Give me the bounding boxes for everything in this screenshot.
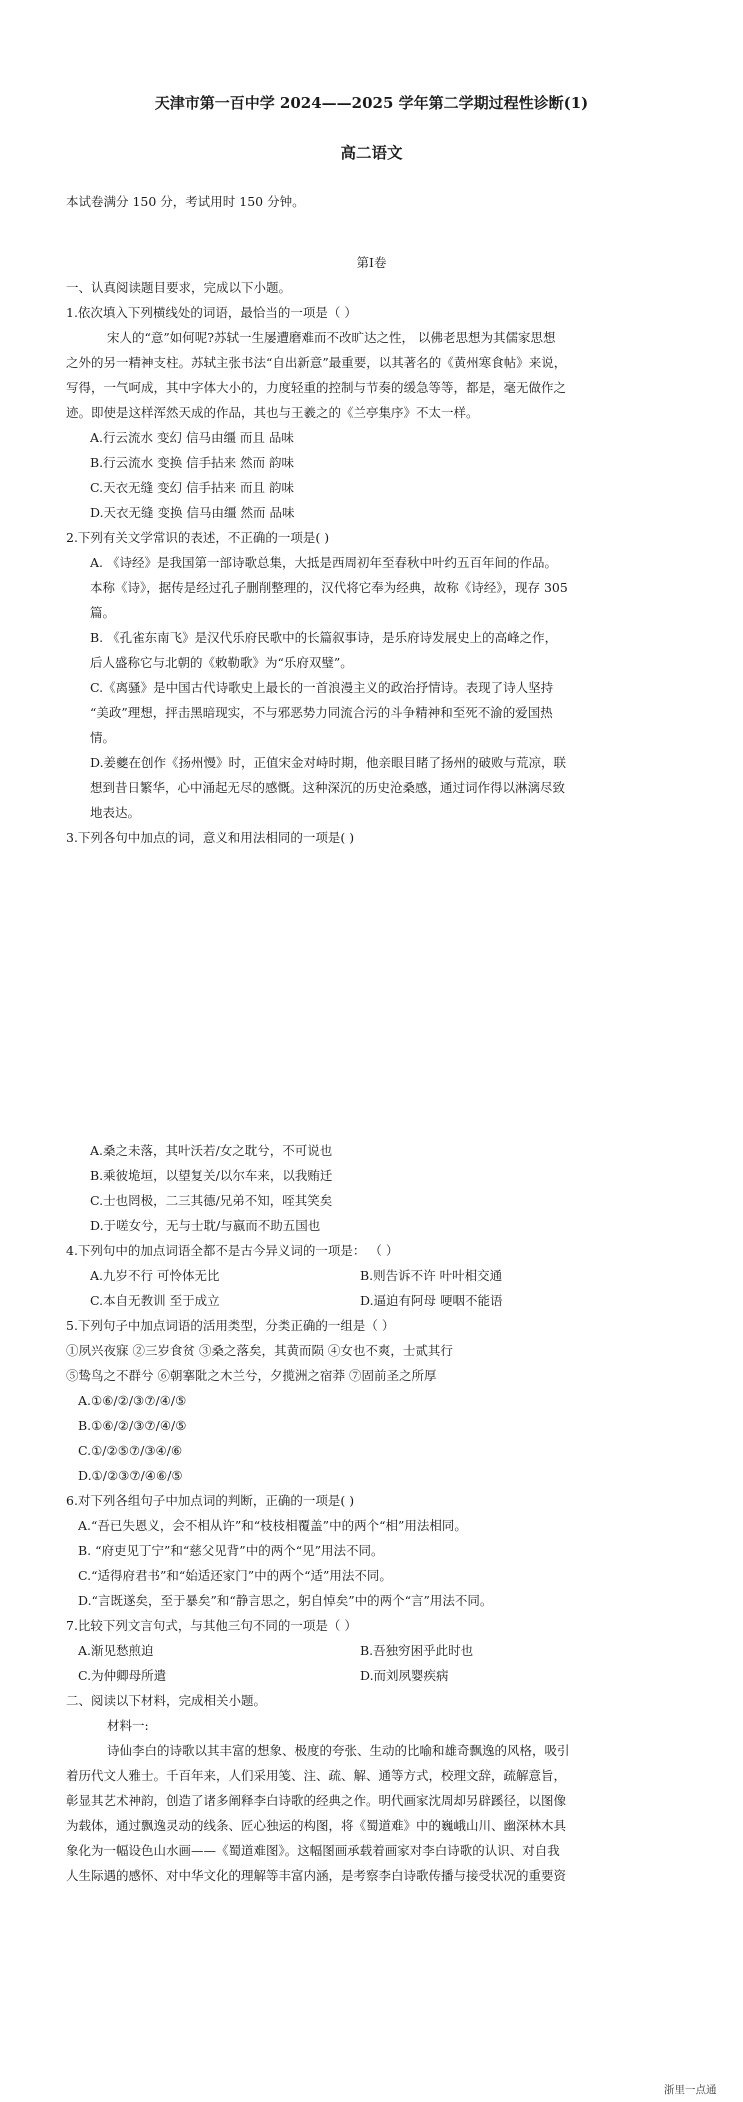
q2-line: 后人盛称它与北朝的《敕勒歌》为“乐府双璧”。 bbox=[90, 655, 353, 670]
q1-passage-line: 迹。即使是这样浑然天成的作品，其也与王羲之的《兰亭集序》不太一样。 bbox=[66, 405, 479, 420]
q6-option-a: A.“吾已失恩义，会不相从许”和“枝枝相覆盖”中的两个“相”用法相同。 bbox=[78, 1518, 467, 1533]
q4-option-c: C.本自无教训 至于成立 bbox=[90, 1293, 220, 1308]
q5-stem: 5.下列句子中加点词语的活用类型，分类正确的一组是（ ） bbox=[66, 1318, 395, 1333]
q5-option-b: B.①⑥/②/③⑦/④/⑤ bbox=[78, 1418, 187, 1433]
section1-heading: 一、认真阅读题目要求，完成以下小题。 bbox=[66, 280, 292, 295]
q3-option-c: C.士也罔极，二三其德/兄弟不知，咥其笑矣 bbox=[90, 1193, 333, 1208]
q2-line: “美政”理想，抨击黑暗现实，不与邪恶势力同流合污的斗争精神和至死不渝的爱国热 bbox=[90, 705, 553, 720]
q1-passage-line: 写得，一气呵成，其中字体大小的，力度轻重的控制与节奏的缓急等等，都是，毫无做作之 bbox=[66, 380, 567, 395]
material-label: 材料一: bbox=[107, 1718, 149, 1733]
watermark: 浙里一点通 bbox=[664, 2084, 717, 2096]
q1-option-b: B.行云流水 变换 信手拈来 然而 韵味 bbox=[90, 455, 295, 470]
q6-stem: 6.对下列各组句子中加点词的判断，正确的一项是( ) bbox=[66, 1493, 355, 1508]
q2-line: A. 《诗经》是我国第一部诗歌总集，大抵是西周初年至春秋中叶约五百年间的作品。 bbox=[90, 555, 557, 570]
q6-option-d: D.“言既遂矣，至于暴矣”和“静言思之，躬自悼矣”中的两个“言”用法不同。 bbox=[78, 1593, 493, 1608]
q1-passage-line: 之外的另一精神支柱。苏轼主张书法“自出新意”最重要，以其著名的《黄州寒食帖》来说， bbox=[66, 355, 567, 370]
q3-stem: 3.下列各句中加点的词，意义和用法相同的一项是( ) bbox=[66, 830, 355, 845]
material-passage-line: 为载体，通过飘逸灵动的线条、匠心独运的构图，将《蜀道难》中的巍峨山川、幽深林木具 bbox=[66, 1818, 567, 1833]
material-passage-line: 人生际遇的感怀、对中华文化的理解等丰富内涵，是考察李白诗歌传播与接受状况的重要资 bbox=[66, 1868, 567, 1883]
q5-option-c: C.①/②⑤⑦/③④/⑥ bbox=[78, 1443, 183, 1458]
q3-option-b: B.乘彼垝垣，以望复关/以尔车来，以我贿迁 bbox=[90, 1168, 333, 1183]
q7-option-a: A.渐见愁煎迫 bbox=[78, 1643, 154, 1658]
material-passage-line: 象化为一幅设色山水画——《蜀道难图》。这幅图画承载着画家对李白诗歌的认识、对自我 bbox=[66, 1843, 560, 1858]
q1-option-a: A.行云流水 变幻 信马由缰 而且 品味 bbox=[90, 430, 294, 445]
q1-option-c: C.天衣无缝 变幻 信手拈来 而且 韵味 bbox=[90, 480, 294, 495]
q5-items-line: ①夙兴夜寐 ②三岁食贫 ③桑之落矣，其黄而陨 ④女也不爽，士贰其行 bbox=[66, 1343, 453, 1358]
volume-label: 第Ⅰ卷 bbox=[356, 255, 387, 270]
material-passage-line: 着历代文人雅士。千百年来，人们采用笺、注、疏、解、通等方式，校理文辞，疏解意旨， bbox=[66, 1768, 567, 1783]
q7-option-d: D.而刘夙婴疾病 bbox=[360, 1668, 449, 1683]
q1-option-d: D.天衣无缝 变换 信马由缰 然而 品味 bbox=[90, 505, 295, 520]
q2-line: D.姜夔在创作《扬州慢》时，正值宋金对峙时期，他亲眼目睹了扬州的破败与荒凉，联 bbox=[90, 755, 567, 770]
q2-stem: 2.下列有关文学常识的表述，不正确的一项是( ) bbox=[66, 530, 330, 545]
subject-title: 高二语文 bbox=[340, 143, 403, 162]
q1-stem: 1.依次填入下列横线处的词语，最恰当的一项是（ ） bbox=[66, 305, 357, 320]
q5-items-line: ⑤鸷鸟之不群兮 ⑥朝搴阰之木兰兮，夕揽洲之宿莽 ⑦固前圣之所厚 bbox=[66, 1368, 437, 1383]
q3-option-a: A.桑之未落，其叶沃若/女之耽兮，不可说也 bbox=[90, 1143, 333, 1158]
exam-title: 天津市第一百中学 2024——2025 学年第二学期过程性诊断(1) bbox=[154, 94, 589, 112]
q5-option-d: D.①/②③⑦/④⑥/⑤ bbox=[78, 1468, 183, 1483]
q4-stem: 4.下列句中的加点词语全都不是古今异义词的一项是： （ ） bbox=[66, 1243, 399, 1258]
q4-option-b: B.则告诉不许 叶叶相交通 bbox=[360, 1268, 503, 1283]
exam-intro: 本试卷满分 150 分，考试用时 150 分钟。 bbox=[66, 194, 305, 209]
q2-line: 本称《诗》，据传是经过孔子删削整理的，汉代将它奉为经典，故称《诗经》，现存 305 bbox=[90, 580, 568, 595]
material-passage-line: 诗仙李白的诗歌以其丰富的想象、极度的夸张、生动的比喻和雄奇飘逸的风格，吸引 bbox=[107, 1743, 570, 1758]
q7-option-c: C.为仲卿母所遣 bbox=[78, 1668, 167, 1683]
section2-heading: 二、阅读以下材料，完成相关小题。 bbox=[66, 1693, 267, 1708]
q4-option-a: A.九岁不行 可怜体无比 bbox=[90, 1268, 220, 1283]
q5-option-a: A.①⑥/②/③⑦/④/⑤ bbox=[78, 1393, 187, 1408]
q6-option-c: C.“适得府君书”和“始适还家门”中的两个“适”用法不同。 bbox=[78, 1568, 392, 1583]
q1-passage-line: 宋人的“意”如何呢?苏轼一生屡遭磨难而不改旷达之性， 以佛老思想为其儒家思想 bbox=[107, 330, 556, 345]
material-passage-line: 彰显其艺术神韵，创造了诸多阐释李白诗歌的经典之作。明代画家沈周却另辟蹊径，以图像 bbox=[66, 1793, 567, 1808]
q4-option-d: D.逼迫有阿母 哽咽不能语 bbox=[360, 1293, 503, 1308]
q2-line: 篇。 bbox=[90, 605, 116, 620]
q2-line: 情。 bbox=[90, 730, 116, 745]
q2-line: 想到昔日繁华，心中涌起无尽的感慨。这种深沉的历史沧桑感，通过词作得以淋漓尽致 bbox=[90, 780, 566, 795]
q7-stem: 7.比较下列文言句式，与其他三句不同的一项是（ ） bbox=[66, 1618, 357, 1633]
q7-option-b: B.吾独穷困乎此时也 bbox=[360, 1643, 474, 1658]
q2-line: C.《离骚》是中国古代诗歌史上最长的一首浪漫主义的政治抒情诗。表现了诗人坚持 bbox=[90, 680, 554, 695]
q2-line: 地表达。 bbox=[90, 805, 141, 820]
q2-line: B. 《孔雀东南飞》是汉代乐府民歌中的长篇叙事诗，是乐府诗发展史上的高峰之作， bbox=[90, 630, 558, 645]
q3-option-d: D.于嗟女兮，无与士耽/与嬴而不助五国也 bbox=[90, 1218, 321, 1233]
q6-option-b: B. “府吏见丁宁”和“慈父见背”中的两个“见”用法不同。 bbox=[78, 1543, 384, 1558]
